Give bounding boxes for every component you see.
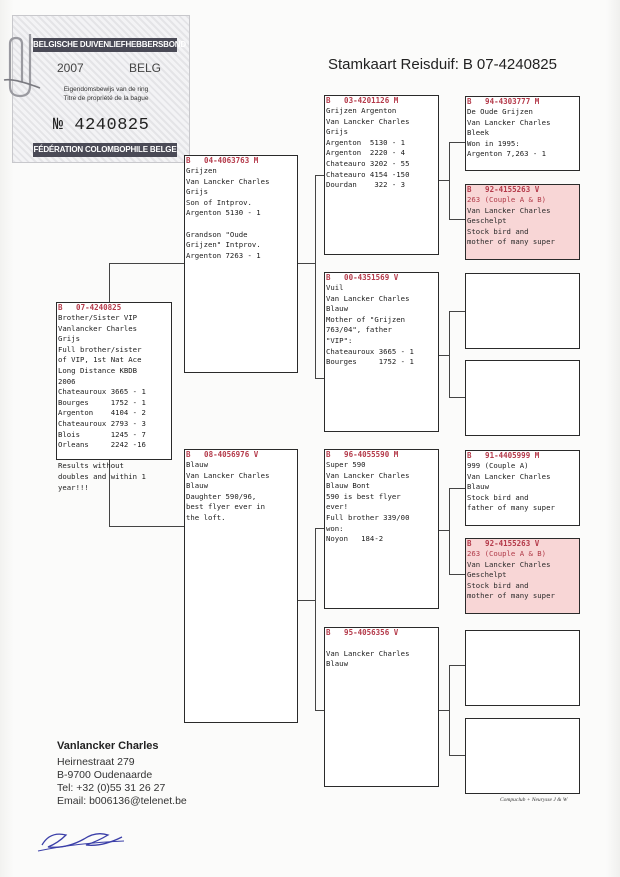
detail-line: [186, 219, 296, 230]
pigeon-details: [58, 313, 170, 493]
detail-line: Argenton 4104 - 2: [58, 408, 146, 418]
signature-icon: [36, 823, 126, 855]
pedigree-box-ddd: [465, 718, 580, 794]
pedigree-box-sire-dam: [324, 272, 439, 432]
connector: [449, 665, 466, 666]
detail-line: 590 is best flyer: [326, 491, 401, 501]
detail-line: Blauw: [326, 304, 348, 314]
detail-line: Dourdan 322 - 3: [326, 180, 406, 190]
detail-line: Bourges 1752 - 1: [58, 397, 146, 407]
pedigree-title: [328, 56, 561, 73]
detail-line: Grijs: [186, 187, 208, 197]
detail-line: won:: [326, 523, 344, 533]
pedigree-box-sire-sire: [324, 95, 439, 255]
detail-line: Chateauroux 3665 - 1: [326, 346, 414, 356]
detail-line: Chateauro 4154 -150: [326, 169, 410, 179]
pigeon-details: [186, 166, 296, 261]
detail-line: Chateauroux 3665 - 1: [58, 387, 146, 397]
detail-line: Stock bird and: [467, 226, 529, 236]
pigeon-details: [467, 549, 578, 602]
ring-note-nl: Eigendomsbewijs van de ring: [63, 86, 149, 93]
owner-street: Heirnestraat 279: [57, 756, 135, 768]
detail-line: Blauw: [326, 659, 348, 669]
owner-email: Email: b006136@telenet.be: [57, 795, 187, 807]
owner-phone: Tel: +32 (0)55 31 26 27: [57, 782, 166, 794]
pedigree-box-ssd: [465, 184, 580, 260]
owner-city: B-9700 Oudenaarde: [57, 769, 153, 781]
detail-line: Van Lancker Charles: [326, 648, 410, 658]
title-country: B: [462, 56, 473, 73]
owner-name: Vanlancker Charles: [57, 740, 159, 752]
ring-label: B 00-4351569 V: [326, 273, 399, 282]
connector: [438, 180, 450, 181]
ring-label: B 92-4155263 V: [467, 539, 540, 548]
ring-label: B 04-4063763 M: [186, 156, 259, 165]
paperclip-icon: [0, 28, 44, 102]
detail-line: Grijzen" Intprov.: [186, 240, 261, 250]
ring-label: B 03-4201126 M: [326, 96, 399, 105]
connector: [449, 311, 466, 312]
pigeon-details: [326, 106, 437, 191]
connector: [449, 488, 450, 574]
detail-line: mother of many super: [467, 237, 555, 247]
detail-line: Results without: [58, 461, 124, 471]
pedigree-box-sss: [465, 96, 580, 171]
detail-line: Van Lancker Charles: [326, 116, 410, 126]
pedigree-box-sds: [465, 273, 580, 349]
detail-line: Full brother/sister: [58, 344, 142, 354]
detail-line: Won in 1995:: [467, 138, 520, 148]
pedigree-box-dam: [184, 449, 298, 723]
detail-line: Blois 1245 - 7: [58, 429, 146, 439]
detail-line: Stock bird and: [467, 492, 529, 502]
detail-line: Grijzen Argenton: [326, 106, 397, 115]
detail-line: Brother/Sister VIP: [58, 313, 138, 322]
ring-year: 2007: [57, 61, 84, 75]
connector: [109, 263, 110, 303]
connector: [438, 355, 450, 356]
detail-line: De Oude Grijzen: [467, 107, 533, 116]
detail-line: Van Lancker Charles: [467, 117, 551, 127]
pedigree-box-sdd: [465, 360, 580, 436]
ring-band-top: BELGISCHE DUIVENLIEFHEBBERSBOND: [33, 38, 177, 52]
ring-label: B 07-4240825: [58, 303, 122, 312]
detail-line: 763/04", father: [326, 325, 392, 335]
detail-line: Blauw: [186, 460, 208, 469]
detail-line: Super 590: [326, 460, 366, 469]
connector: [297, 600, 315, 601]
detail-line: mother of many super: [467, 591, 555, 601]
ring-label: B 92-4155263 V: [467, 185, 540, 194]
detail-line: Noyon 184-2: [326, 534, 384, 544]
detail-line: Van Lancker Charles: [467, 205, 551, 215]
detail-line: Argenton 5130 - 1: [326, 137, 406, 147]
detail-line: 263 (Couple A & B): [467, 195, 547, 204]
detail-line: Grijzen: [186, 166, 217, 175]
detail-line: Chateauroux 2793 - 3: [58, 418, 146, 428]
detail-line: Blauw: [186, 481, 208, 491]
detail-line: Daughter 590/96,: [186, 491, 257, 501]
pedigree-box-dsd: [465, 538, 580, 614]
connector: [449, 219, 466, 220]
ring-country: BELG: [129, 61, 162, 75]
ring-label: B 94-4303777 M: [467, 97, 540, 106]
pedigree-box-dam-dam: [324, 627, 439, 787]
detail-line: Van Lancker Charles: [186, 176, 270, 186]
connector: [449, 397, 466, 398]
detail-line: doubles and within 1: [58, 471, 146, 481]
detail-line: the loft.: [186, 512, 226, 522]
pigeon-details: [326, 460, 437, 545]
ring-band-bottom: FÉDÉRATION COLOMBOPHILE BELGE: [33, 143, 177, 157]
title-ring-number: 07-4240825: [476, 56, 557, 73]
connector: [449, 488, 466, 489]
pigeon-details: [326, 638, 437, 670]
ring-number: № 4240825: [53, 116, 150, 135]
title-prefix: Stamkaart Reisduif:: [328, 56, 459, 73]
ring-label: B 96-4055590 M: [326, 450, 399, 459]
ring-label: B 91-4405999 M: [467, 451, 540, 460]
detail-line: Vuil: [326, 283, 344, 292]
connector: [109, 526, 185, 527]
detail-line: Van Lancker Charles: [467, 471, 551, 481]
detail-line: [58, 451, 170, 462]
detail-line: Argenton 5130 - 1: [186, 208, 261, 218]
detail-line: Mother of "Grijzen: [326, 314, 406, 324]
detail-line: Grijs: [58, 334, 80, 344]
ring-note-fr: Titre de propriété de la bague: [63, 95, 149, 102]
detail-line: Bourges 1752 - 1: [326, 357, 414, 367]
detail-line: 2006: [58, 376, 76, 386]
detail-line: 999 (Couple A): [467, 461, 529, 470]
connector: [438, 530, 450, 531]
detail-line: Grijs: [326, 127, 348, 137]
pigeon-details: [186, 460, 296, 524]
detail-line: Son of Intprov.: [186, 197, 252, 207]
detail-line: year!!!: [58, 482, 89, 492]
detail-line: Long Distance KBDB: [58, 365, 138, 375]
connector: [449, 574, 466, 575]
detail-line: 263 (Couple A & B): [467, 549, 547, 558]
detail-line: best flyer ever in: [186, 502, 266, 512]
connector: [315, 175, 316, 378]
detail-line: Van Lancker Charles: [467, 559, 551, 569]
detail-line: [326, 638, 437, 649]
pigeon-details: [467, 107, 578, 160]
connector: [109, 263, 185, 264]
detail-line: Blauw Bont: [326, 481, 370, 491]
detail-line: Stock bird and: [467, 580, 529, 590]
detail-line: Argenton 7,263 - 1: [467, 149, 547, 159]
pedigree-box-dam-sire: [324, 449, 439, 609]
pigeon-details: [326, 283, 437, 368]
detail-line: Bleek: [467, 128, 489, 138]
pedigree-box-subject: [56, 302, 172, 492]
software-credit: Compuclub + Neurysse J & W: [500, 797, 568, 803]
pigeon-details: [467, 461, 578, 514]
connector: [449, 142, 466, 143]
detail-line: of VIP, 1st Nat Ace: [58, 355, 142, 365]
detail-line: father of many super: [467, 503, 555, 513]
detail-line: Argenton 7263 - 1: [186, 250, 261, 260]
detail-line: ever!: [326, 502, 348, 512]
detail-line: Grandson "Oude: [186, 229, 248, 239]
connector: [297, 263, 315, 264]
pedigree-box-sire: [184, 155, 298, 373]
detail-line: "VIP":: [326, 335, 353, 345]
connector: [438, 710, 450, 711]
detail-line: Geschelpt: [467, 216, 507, 226]
connector: [315, 528, 316, 710]
detail-line: Vanlancker Charles: [58, 323, 138, 333]
pedigree-box-dds: [465, 630, 580, 706]
detail-line: Full brother 339/00: [326, 512, 410, 522]
pigeon-details: [467, 195, 578, 248]
detail-line: Chateauro 3202 - 55: [326, 158, 410, 168]
detail-line: Van Lancker Charles: [326, 293, 410, 303]
ring-label: B 08-4056976 V: [186, 450, 259, 459]
detail-line: Van Lancker Charles: [186, 470, 270, 480]
pedigree-box-dss: [465, 450, 580, 526]
ring-label: B 95-4056356 V: [326, 628, 399, 637]
detail-line: Van Lancker Charles: [326, 470, 410, 480]
detail-line: Argenton 2220 - 4: [326, 148, 406, 158]
detail-line: Orleans 2242 -16: [58, 440, 146, 450]
detail-line: Geschelpt: [467, 570, 507, 580]
detail-line: Blauw: [467, 482, 489, 492]
connector: [449, 311, 450, 397]
connector: [449, 755, 466, 756]
